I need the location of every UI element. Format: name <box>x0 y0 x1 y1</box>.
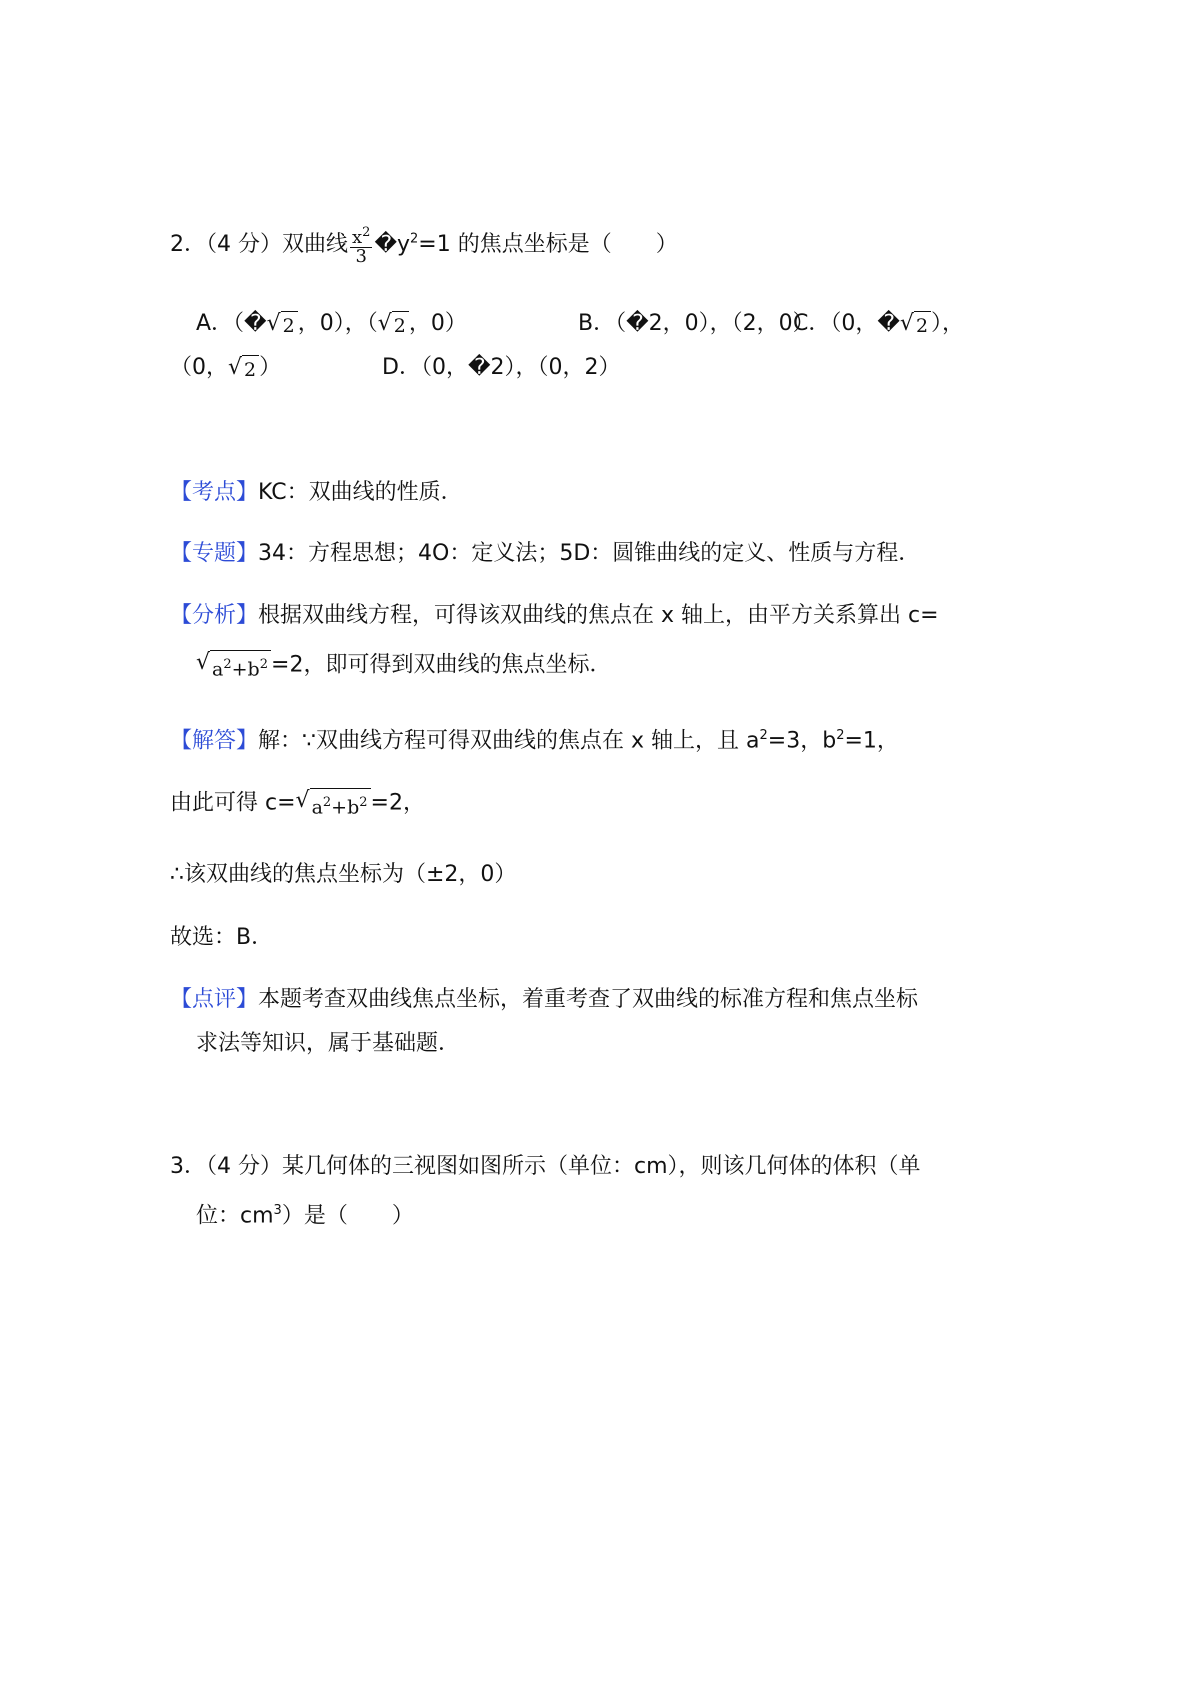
kaodian-text: KC：双曲线的性质． <box>258 480 463 505</box>
jieda-line2 <box>170 788 425 819</box>
q3-text1: 3．（4 分）某几何体的三视图如图所示（单位：cm），则该几何体的体积（单 <box>170 1154 921 1179</box>
line2-pre: 由此可得 c= <box>170 790 296 816</box>
frac-num-exp: 2 <box>362 225 371 240</box>
option-a-mid: ，0），（ <box>297 311 378 336</box>
zhuanti-line <box>170 539 920 569</box>
fenxi-tag: 【分析】 <box>170 603 259 628</box>
rad-a: a <box>212 658 224 681</box>
sqrt-a2-b2: √ $a^2+b^2$ <box>196 650 271 681</box>
line4-text: 故选：B． <box>170 925 274 950</box>
rad-exp: 2 <box>223 657 232 672</box>
sqrt-2: √ 2 <box>900 311 931 338</box>
zhuanti-text: 34：方程思想；4O：定义法；5D：圆锥曲线的定义、性质与方程． <box>258 541 921 566</box>
sqrt-2: √ 2 <box>267 311 298 338</box>
sqrt-body: 2 <box>392 311 409 338</box>
line3-text: ∴该双曲线的焦点坐标为（±2，0） <box>170 862 517 887</box>
option-c2-post: ） <box>259 355 282 380</box>
rad-plus-b: +b <box>231 658 260 681</box>
q3-exp: 3 <box>273 1203 282 1218</box>
zhuanti-tag: 【专题】 <box>170 541 259 566</box>
option-a-post: ，0） <box>408 311 467 336</box>
q2-stem <box>170 224 678 266</box>
jieda-tag: 【解答】 <box>170 728 259 754</box>
jieda-line <box>170 721 899 756</box>
sqrt-body: 2 <box>242 355 259 382</box>
kaodian-tag: 【考点】 <box>170 480 259 505</box>
jieda-exp: 2 <box>836 728 845 743</box>
sqrt-2: √ 2 <box>378 311 409 338</box>
option-d <box>382 353 621 383</box>
jieda-line4 <box>170 923 273 953</box>
rad-plus-b: +b <box>331 796 360 819</box>
jieda-exp: 2 <box>759 728 768 743</box>
option-a-pre: A．（� <box>196 311 267 336</box>
option-b-text: B．（�2，0），（2，0） <box>578 311 815 336</box>
rad-exp: 2 <box>259 657 269 672</box>
q3-text2-post: ）是（ ） <box>281 1203 414 1229</box>
frac-den: 3 <box>355 246 367 267</box>
rad-exp: 2 <box>322 795 332 810</box>
q2-stem-exp: 2 <box>410 231 419 247</box>
q2-fraction <box>350 224 372 266</box>
sqrt-body: 2 <box>281 311 298 338</box>
option-c-post: ）， <box>931 311 965 336</box>
dianping-text2: 求法等知识，属于基础题． <box>196 1031 461 1056</box>
sqrt-a2-b2: √ $a^2+b^2$ <box>296 788 371 819</box>
rad-a: a <box>311 796 323 819</box>
q3-line2 <box>196 1196 414 1231</box>
q3-line1 <box>170 1152 921 1182</box>
option-b <box>578 309 815 339</box>
jieda-line3 <box>170 860 516 890</box>
q2-stem-post: =1 的焦点坐标是（ ） <box>418 232 678 257</box>
rad-exp: 2 <box>359 795 368 810</box>
frac-num: x <box>352 227 363 248</box>
option-c2-pre: （0， <box>170 355 228 380</box>
option-c-pre: C．（0，� <box>793 311 900 336</box>
fenxi-text: 根据双曲线方程，可得该双曲线的焦点在 x 轴上，由平方关系算出 c= <box>258 603 939 628</box>
fenxi-line <box>170 601 939 631</box>
jieda-text-post: =1， <box>844 728 899 754</box>
jieda-text-mid: =3，b <box>767 728 837 754</box>
line2-post: =2， <box>370 790 425 816</box>
dianping-line2 <box>196 1029 460 1059</box>
option-c-cont <box>170 353 281 383</box>
sqrt-2: √ 2 <box>228 355 259 382</box>
q3-text2-pre: 位：cm <box>196 1203 274 1229</box>
fenxi-line2 <box>196 650 611 681</box>
dianping-text: 本题考查双曲线焦点坐标，着重考查了双曲线的标准方程和焦点坐标 <box>258 987 919 1012</box>
kaodian-line <box>170 478 463 508</box>
q2-stem-pre: 2．（4 分）双曲线 <box>170 232 348 257</box>
fenxi-text2: =2，即可得到双曲线的焦点坐标． <box>271 652 612 678</box>
sqrt-body: 2 <box>914 311 931 338</box>
option-a <box>196 309 467 339</box>
jieda-text-pre: 解：∵双曲线方程可得双曲线的焦点在 x 轴上，且 a <box>258 728 760 754</box>
dianping-tag: 【点评】 <box>170 987 259 1012</box>
q2-stem-mid: �y <box>374 232 411 257</box>
dianping-line <box>170 985 918 1015</box>
option-c <box>793 309 964 339</box>
option-d-text: D．（0，�2），（0，2） <box>382 355 621 380</box>
